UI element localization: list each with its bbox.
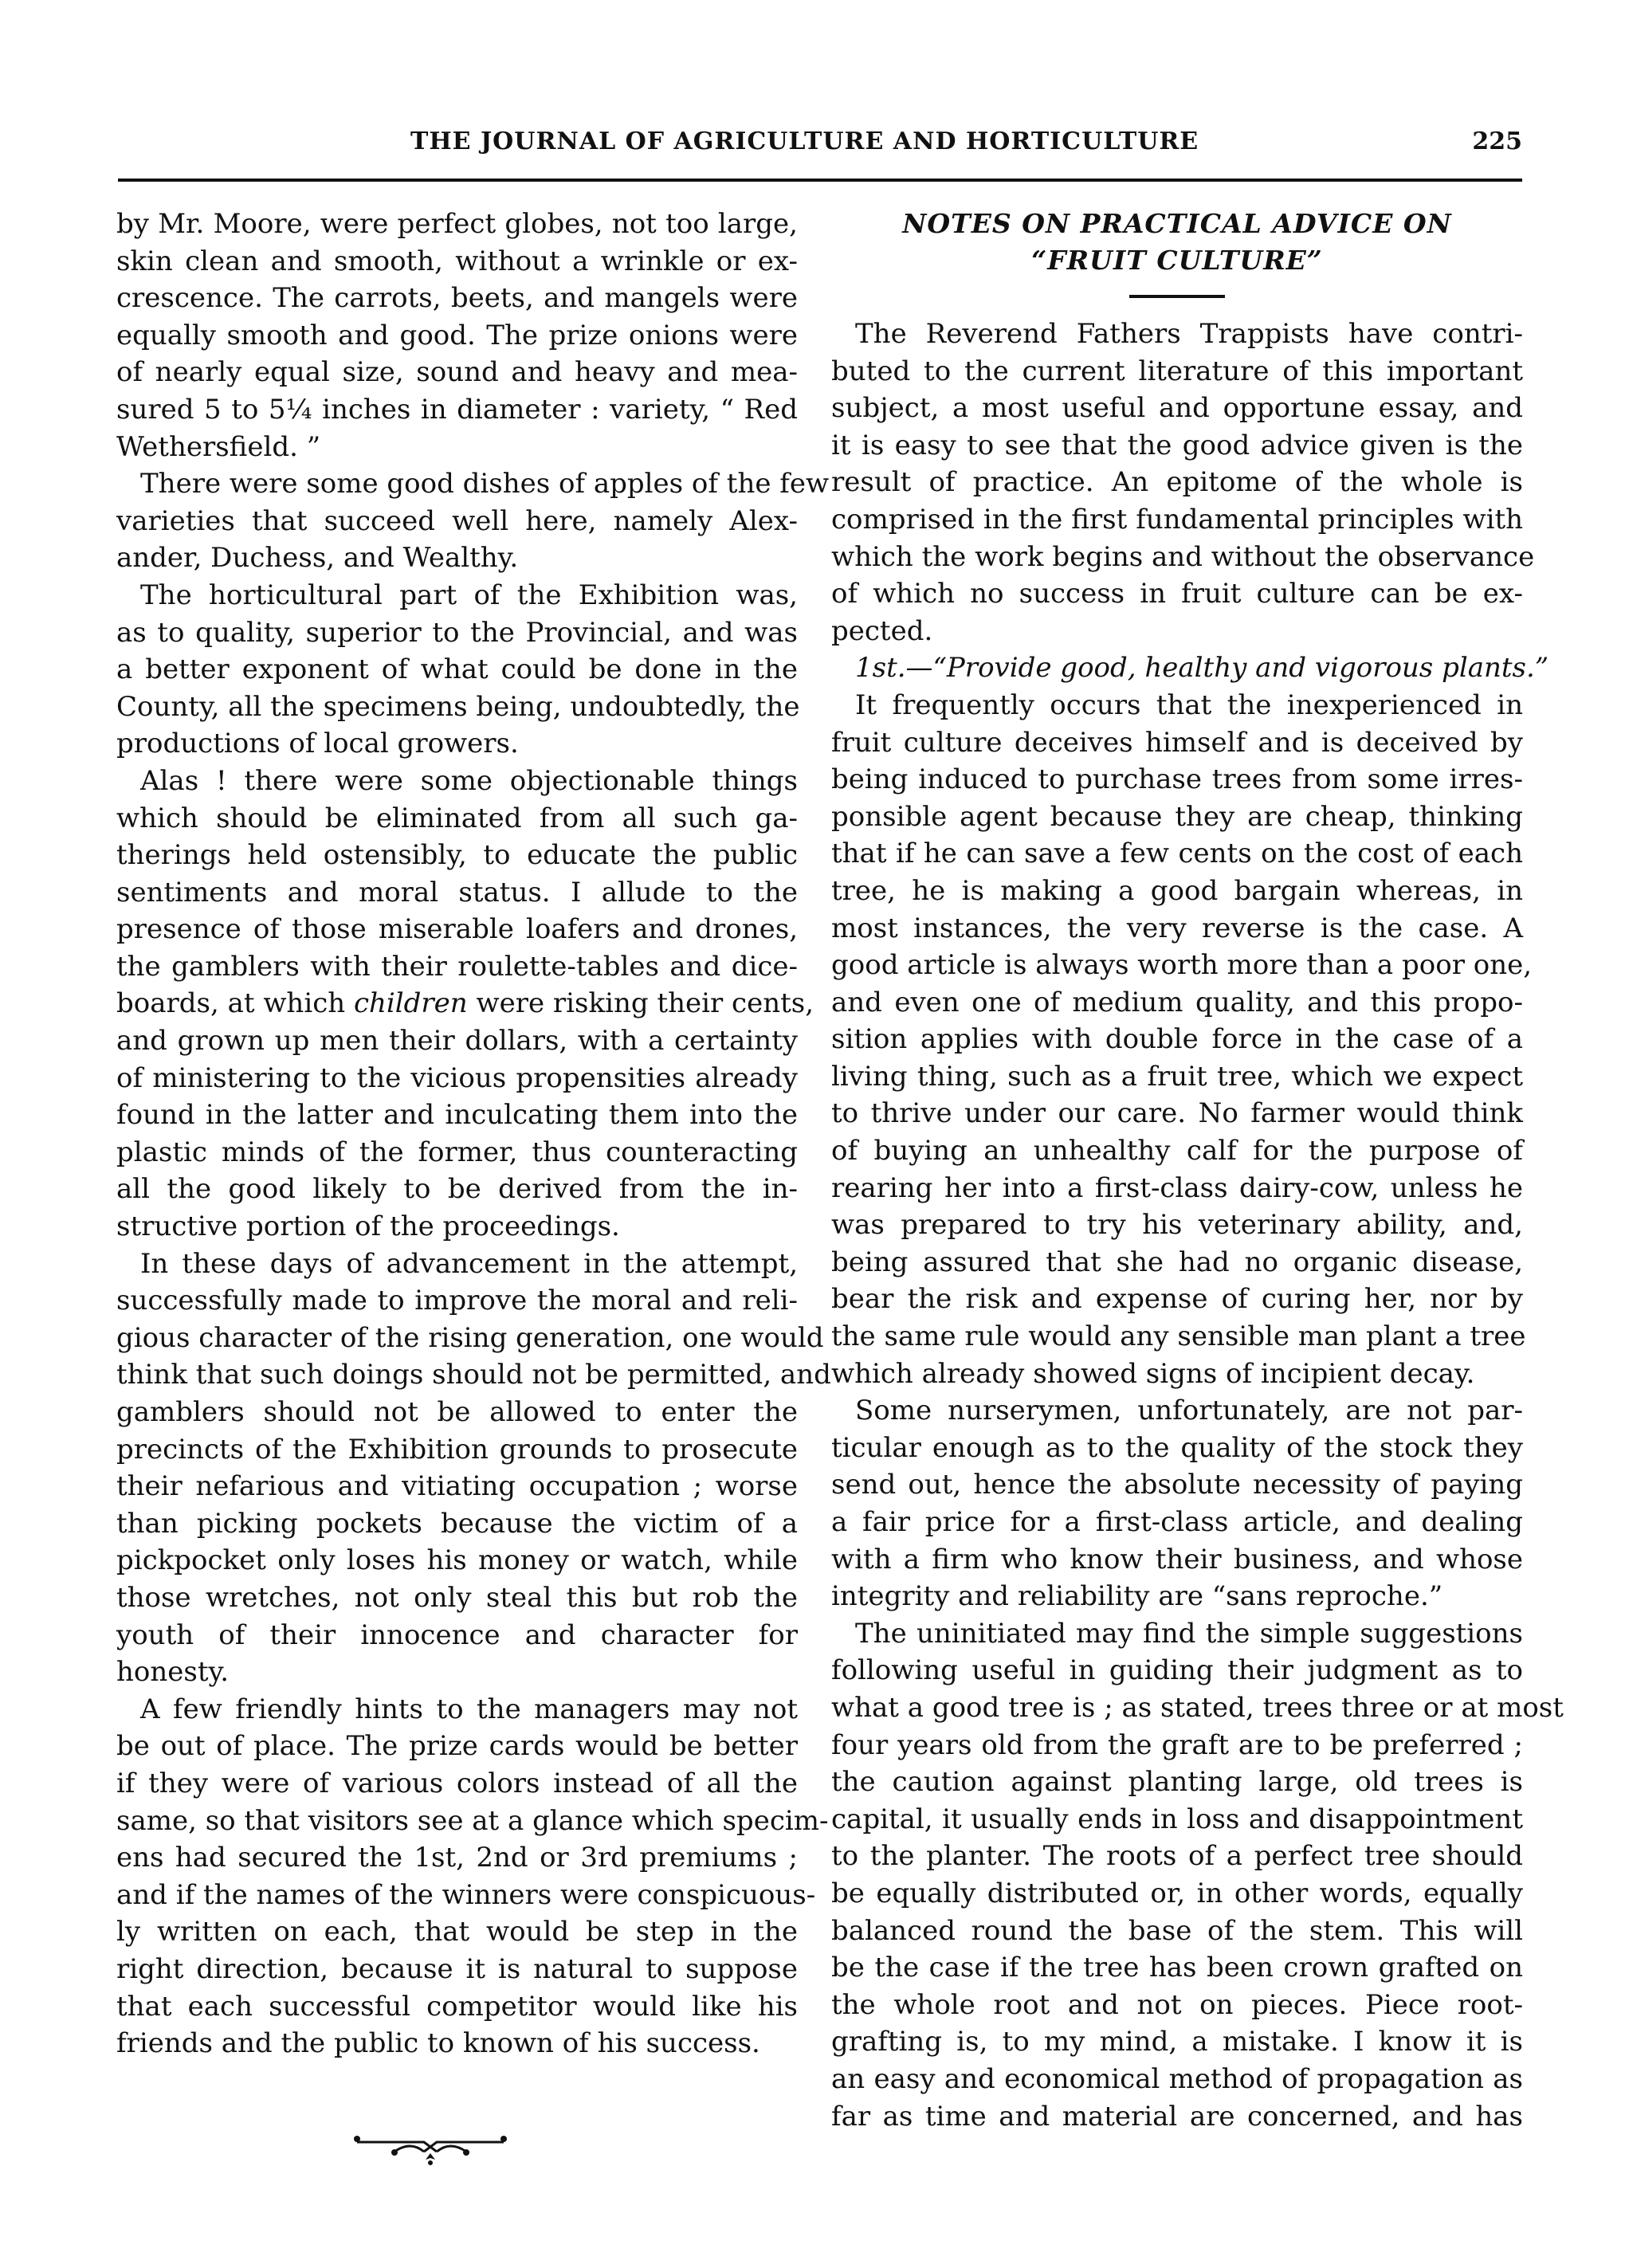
header-rule [118,179,1522,182]
text-line: the gamblers with their roulette-tables and dice- [116,950,798,983]
text-line: boards, at which children were risking their cents, [116,987,814,1020]
text-line: subject, a most useful and opportune essay, and [831,392,1523,425]
text-line: varieties that succeed well here, namely Alex- [116,504,798,537]
text-line: friends and the public to known of his success. [116,2027,760,2060]
text-line: being induced to purchase trees from some irres- [831,763,1523,796]
paragraph [116,206,798,465]
paragraph [831,1392,1523,1615]
text-line: four years old from the graft are to be preferred ; [831,1728,1523,1761]
text-line: youth of their innocence and character for [116,1619,798,1651]
text-line: their nefarious and vitiating occupation ; worse [116,1470,798,1503]
text-line: than picking pockets because the victim of a [116,1507,798,1540]
page-number: 225 [1472,128,1522,155]
text-line: of ministering to the vicious propensities already [116,1061,798,1094]
text-line: ly written on each, that would be step in the [116,1916,798,1948]
text-line: The uninitiated may find the simple suggestions [855,1617,1523,1650]
text-line: of nearly equal size, sound and heavy and mea- [116,356,798,389]
text-line: which should be eliminated from all such ga- [116,802,798,834]
text-line: Alas ! there were some objectionable things [140,764,798,797]
text-line: Some nurserymen, unfortunately, are not par- [855,1395,1523,1427]
article-heading [831,206,1523,279]
text-line: which already showed signs of incipient decay. [831,1357,1475,1390]
text-line: which the work begins and without the observance [831,540,1535,573]
text-line: if they were of various colors instead of all the [116,1767,798,1799]
left-column [116,206,831,2062]
text-line: result of practice. An epitome of the whole is [831,466,1523,499]
text-line: right direction, because it is natural to suppose [116,1952,798,1985]
text-line: that if he can save a few cents on the cost of each [831,838,1523,870]
text-line: successfully made to improve the moral and reli- [116,1285,798,1317]
text-line: fruit culture deceives himself and is deceived by [831,726,1523,759]
text-line: as to quality, superior to the Provincial, and was [116,616,798,649]
text-line: all the good likely to be derived from the in- [116,1173,798,1206]
text-line: crescence. The carrots, beets, and mangels were [116,282,798,315]
article-heading-line-1: NOTES ON PRACTICAL ADVICE ON [902,208,1452,239]
paragraph [831,1615,1564,2135]
text-line: sured 5 to 5¼ inches in diameter : variety, “ Red [116,393,798,426]
text-line: following useful in guiding their judgment as to [831,1654,1523,1687]
text-line: pected. [831,614,933,647]
paragraph [116,1246,831,1691]
text-line: buted to the current literature of this important [831,355,1523,387]
text-line: those wretches, not only steal this but rob the [116,1581,798,1614]
paragraph [116,465,830,577]
text-line: grafting is, to my mind, a mistake. I know it is [831,2026,1523,2058]
text-line: Wethersfield. ” [116,430,321,463]
text-line: ticular enough as to the quality of the stock they [831,1431,1523,1464]
text-line: a better exponent of what could be done in the [116,653,798,686]
text-line: It frequently occurs that the inexperienced in [855,689,1523,721]
text-line: precincts of the Exhibition grounds to prosecute [116,1433,798,1466]
text-line: rearing her into a first-class dairy-cow, unless he [831,1171,1523,1204]
text-line: presence of those miserable loafers and drones, [116,913,798,946]
text-line: an easy and economical method of propagation as [831,2062,1523,2095]
text-line: productions of local growers. [116,728,519,760]
text-line: to the planter. The roots of a perfect tree should [831,1840,1523,1873]
text-line: same, so that visitors see at a glance which specim- [116,1804,829,1837]
text-line: ponsible agent because they are cheap, thinking [831,800,1523,833]
text-line: structive portion of the proceedings. [116,1211,620,1243]
paragraph [831,649,1549,687]
text-line: far as time and material are concerned, and has [831,2100,1523,2133]
text-line: The horticultural part of the Exhibition was, [140,579,798,611]
text-line: ander, Duchess, and Wealthy. [116,542,519,575]
text-line: send out, hence the absolute necessity of paying [831,1469,1523,1501]
text-line: the caution against planting large, old trees is [831,1766,1523,1799]
text-line: the whole root and not on pieces. Piece root- [831,1988,1523,2021]
text-line: to thrive under our care. No farmer would think [831,1097,1523,1130]
text-line: balanced round the base of the stem. This will [831,1914,1523,1947]
text-line: and grown up men their dollars, with a certainty [116,1025,798,1057]
text-line: skin clean and smooth, without a wrinkle or ex- [116,245,798,277]
text-line: being assured that she had no organic disease, [831,1246,1523,1278]
text-line: A few friendly hints to the managers may not [140,1693,798,1725]
paragraph [116,1691,829,2062]
text-line: good article is always worth more than a poor one, [831,949,1533,982]
text-line: sentiments and moral status. I allude to the [116,876,798,908]
emphasis: children [353,987,468,1020]
text-line: and even one of medium quality, and this propo- [831,986,1523,1018]
running-head [118,128,1522,167]
text-line: pickpocket only loses his money or watch, while [116,1544,798,1577]
text-line: be equally distributed or, in other words, equally [831,1877,1523,1909]
text-line: what a good tree is ; as stated, trees three or at most [831,1691,1564,1724]
principle-line: 1st.—“Provide good, healthy and vigorous plants.” [855,652,1549,685]
text-line: equally smooth and good. The prize onions were [116,319,798,351]
text-line: found in the latter and inculcating them into the [116,1099,798,1132]
text-line: gamblers should not be allowed to enter the [116,1396,798,1428]
text-line: therings held ostensibly, to educate the public [116,839,798,872]
text-line: a fair price for a first-class article, and dealing [831,1506,1523,1538]
text-line: integrity and reliability are “sans reproche.” [831,1580,1443,1613]
text-line: In these days of advancement in the attempt, [140,1247,798,1280]
paragraph [116,577,798,763]
text-line: comprised in the first fundamental principles with [831,503,1523,536]
article-body [831,316,1564,2135]
text-line: bear the risk and expense of curing her, nor by [831,1283,1523,1316]
heading-rule [1129,295,1225,298]
text-line: it is easy to see that the good advice given is the [831,429,1523,461]
text-line: of buying an unhealthy calf for the purpose of [831,1135,1523,1167]
text-line: by Mr. Moore, were perfect globes, not too large, [116,208,798,240]
text-line: ens had secured the 1st, 2nd or 3rd premiums ; [116,1842,798,1874]
text-line: There were some good dishes of apples of the few [140,468,830,500]
text-line: think that such doings should not be permitted, and [116,1359,831,1391]
text-line: most instances, the very reverse is the case. A [831,912,1523,944]
running-title: THE JOURNAL OF AGRICULTURE AND HORTICULTURE [410,128,1199,155]
paragraph [116,763,814,1246]
text-line: sition applies with double force in the case of a [831,1023,1523,1056]
text-line: with a firm who know their business, and whose [831,1543,1523,1575]
text-line: the same rule would any sensible man plant a tree [831,1320,1526,1353]
text-line: plastic minds of the former, thus counteracting [116,1136,798,1168]
paragraph [831,316,1535,649]
text-line: gious character of the rising generation, one would [116,1321,824,1354]
paragraph [831,687,1533,1392]
text-line: living thing, such as a fruit tree, which we expect [831,1060,1523,1093]
text-line: County, all the specimens being, undoubtedly, the [116,690,800,723]
text-line: The Reverend Fathers Trappists have contri- [855,318,1523,350]
text-line: that each successful competitor would like his [116,1990,798,2023]
article-heading-line-2: “FRUIT CULTURE” [1031,245,1323,276]
text-line: be out of place. The prize cards would be better [116,1730,798,1763]
right-column [831,206,1564,2135]
text-line: be the case if the tree has been crown grafted on [831,1952,1523,1984]
text-line: and if the names of the winners were conspicuous- [116,1878,816,1911]
text-line: tree, he is making a good bargain whereas, in [831,874,1523,907]
text-line: capital, it usually ends in loss and disappointment [831,1803,1523,1835]
text-line: honesty. [116,1656,229,1689]
text-line: was prepared to try his veterinary ability, and, [831,1209,1523,1242]
text-line: of which no success in fruit culture can be ex- [831,578,1523,610]
section-end-ornament-icon [351,2129,510,2169]
